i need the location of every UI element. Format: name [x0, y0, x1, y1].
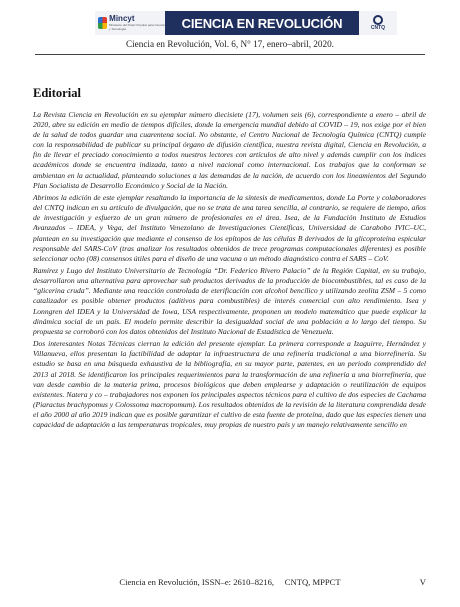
cntq-emblem-icon — [373, 15, 383, 25]
paragraph: Dos interesantes Notas Técnicas cierran la edición del presente ejemplar. La primera corresponde a Izaguirre, Hernández y Villanueva, ellos presentan la factibilidad de adaptar la infraestructura de una refinería tradicional a una biorrefinería. Su estudio se basa en una búsqueda exhaustiva de la bibliografía, en su mayor parte, patentes, en un periodo comprendido del 2013 al 2018. Se identificaron los principales requerimientos para la transformación de una refinería a una biorrefinería, que van desde cambio de la materia prima, procesos biológicos que deben emplearse y adaptación o reutilización de equipos existentes. Natera y co – trabajadores nos exponen los principales aspectos técnicos para el cultivo de dos especies de Cachama (Piaractus brachypomus y Colossoma macropomum). Los resultados obtenidos de la revisión de la literatura comprendida desde el año 2000 al año 2019 indican que es posible garantizar el cultivo de esta fuente de proteína, dado que las especies tienen una capacidad de adaptación a las temperaturas tropicales, muy propias de nuestro país y un manejo relativamente sencillo en — [33, 339, 426, 429]
issue-citation: Ciencia en Revolución, Vol. 6, N° 17, enero–abril, 2020. — [126, 39, 334, 49]
mincyt-logo-text: Mincyt — [109, 14, 135, 23]
paragraph: La Revista Ciencia en Revolución en su ejemplar número diecisiete (17), volumen seis (6), correspondiente a enero – abril de 2020, abre su edición en medio de tiempos difíciles, donde la emergencia mundial debido al COVID – 19, nos exige por el bien de la salud de todos guardar una cuarentena social. No obstante, el Centro Nacional de Tecnología Química (CNTQ) cumple con la responsabilidad de publicar su principal órgano de difusión científica, nuestra revista digital, Ciencia en Revolución, a fin de llevar el preciado conocimiento a todos nuestros lectores con artículos de alto nivel y además cumplir con los índices académicos donde se encuentra indizada, tanto a nivel nacional como internacional. Los trabajos que la conforman se ambientan en la actualidad, planteando soluciones a las demandas de la nación, de acuerdo con los lineamientos del Segundo Plan Socialista de Desarrollo Económico y Social de la Nación. — [33, 110, 426, 190]
journal-banner — [95, 11, 397, 35]
header-divider — [35, 54, 425, 55]
paragraph: Abrimos la edición de este ejemplar resaltando la importancia de la síntesis de medicamentos, donde La Porte y colaboradores del CNTQ indican en su artículo de divulgación, que no se trata de una tarea sencilla, al contrario, se requiere de tiempo, años de investigación y esfuerzo de un gran número de profesionales en el área. Isea, de la Fundación Instituto de Estudios Avanzados – IDEA, y Vega, del Instituto Venezolano de Investigaciones Científicas, Universidad de Carabobo IVIC–UC, plantean en su investigación que mediante el consenso de los epítopos de las células B derivados de la glicoproteína espicular responsable del SARS-CoV (tras analizar los resultados obtenidos de trece programas computacionales diferentes) es posible seleccionar ocho (08) consensos útiles para el diseño de una vacuna o un método diagnóstico contra el SARS – CoV. — [33, 193, 426, 263]
cntq-logo — [359, 11, 397, 35]
mincyt-logo — [95, 11, 165, 35]
page-number: V — [419, 577, 426, 587]
editorial-body — [33, 110, 426, 432]
footer-journal-info: Ciencia en Revolución, ISSN–e: 2610–8216, CNTQ, MPPCT — [119, 577, 341, 587]
section-title: Editorial — [33, 86, 81, 100]
mincyt-emblem-icon — [98, 17, 107, 29]
cntq-logo-text: CNTQ — [370, 25, 386, 31]
mincyt-logo-subtext: Ministerio del Poder Popular para Ciencia y Tecnología — [109, 23, 165, 31]
banner-title: CIENCIA EN REVOLUCIÓN — [181, 15, 343, 31]
paragraph: Ramírez y Lugo del Instituto Universitario de Tecnología “Dr. Federico Rivero Palacio” de la Región Capital, en su trabajo, desarrollaron una alternativa para aprovechar sub productos derivados de la producción de biocombustibles, tal es caso de la “glicerina cruda”. Mediante una reacción controlada de eterificación con alcohol bencílico y utilizando zeolita ZSM – 5 como catalizador es posible obtener productos (aditivos para combustibles) de interés comercial con alto rendimiento. Isea y Lonngren del IDEA y la Universidad de Iowa, USA respectivamente, proponen un modelo matemático que puede explicar la dinámica social de un país. El modelo permite describir la desigualdad social de una población a lo largo del tiempo. Su propuesta se corroboró con los datos obtenidos del Instituto Nacional de Estadística de Venezuela. — [33, 266, 426, 336]
